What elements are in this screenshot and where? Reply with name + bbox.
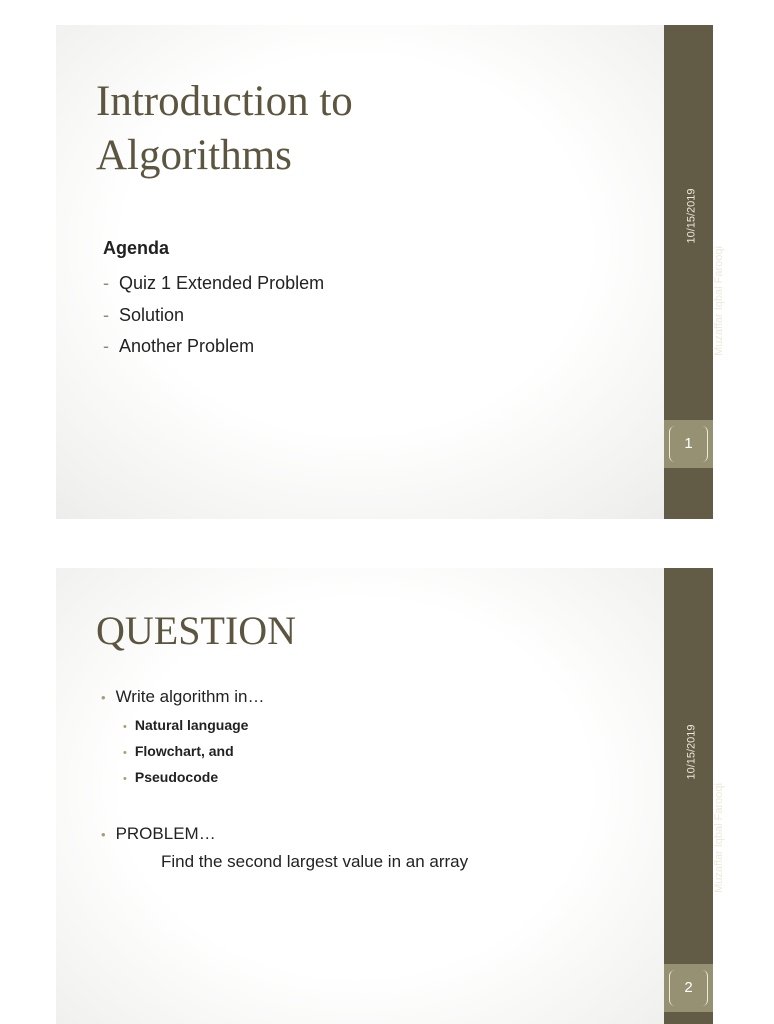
slide-2 <box>56 568 725 1024</box>
bullet-item <box>101 687 265 707</box>
slide-title: QUESTION <box>96 608 296 653</box>
agenda-heading: Agenda <box>103 238 170 258</box>
agenda-item <box>103 300 324 332</box>
agenda-item-text: Another Problem <box>119 336 255 356</box>
problem-statement: Find the second largest value in an array <box>161 852 469 871</box>
sub-bullet-item <box>123 743 234 759</box>
page-number-box <box>664 964 713 1012</box>
sub-bullet-text: Pseudocode <box>134 769 219 785</box>
dash-bullet: - <box>103 304 109 325</box>
bullet-dot: • <box>123 721 127 733</box>
bullet-text: Write algorithm in… <box>115 687 265 706</box>
title-line-1: Introduction to <box>96 78 353 125</box>
bullet-item <box>101 824 216 844</box>
page-number: 1 <box>669 426 708 462</box>
title-line-2: Algorithms <box>96 132 292 179</box>
slide-1 <box>56 25 725 519</box>
agenda-item-text: Quiz 1 Extended Problem <box>119 273 325 293</box>
page-number: 2 <box>669 970 708 1006</box>
bullet-dot: • <box>123 747 127 759</box>
bullet-dot: • <box>101 690 106 705</box>
sub-bullet-text: Natural language <box>134 717 249 733</box>
slide-author: Muzaffar Iqbal Farooqi <box>712 246 725 356</box>
slide-date: 10/15/2019 <box>685 188 698 244</box>
bullet-text: PROBLEM… <box>115 824 216 843</box>
agenda-list <box>103 268 324 363</box>
slide-sidebar <box>664 25 725 519</box>
dash-bullet: - <box>103 336 109 356</box>
bullet-dot: • <box>101 827 106 842</box>
slide-sidebar <box>664 568 725 1024</box>
sub-bullet-item <box>123 769 218 785</box>
bullet-dot: • <box>123 773 127 785</box>
dash-bullet: - <box>103 273 109 293</box>
slide-title <box>96 75 456 183</box>
agenda-item-text: Solution <box>119 304 185 325</box>
page-number-box <box>664 420 713 468</box>
sub-bullet-item <box>123 717 248 733</box>
agenda-item <box>103 331 324 363</box>
slide-date: 10/15/2019 <box>685 724 698 780</box>
agenda-item <box>103 268 324 300</box>
slide-author: Muzaffar Iqbal Farooqi <box>712 783 725 893</box>
sub-bullet-text: Flowchart, and <box>134 743 234 759</box>
